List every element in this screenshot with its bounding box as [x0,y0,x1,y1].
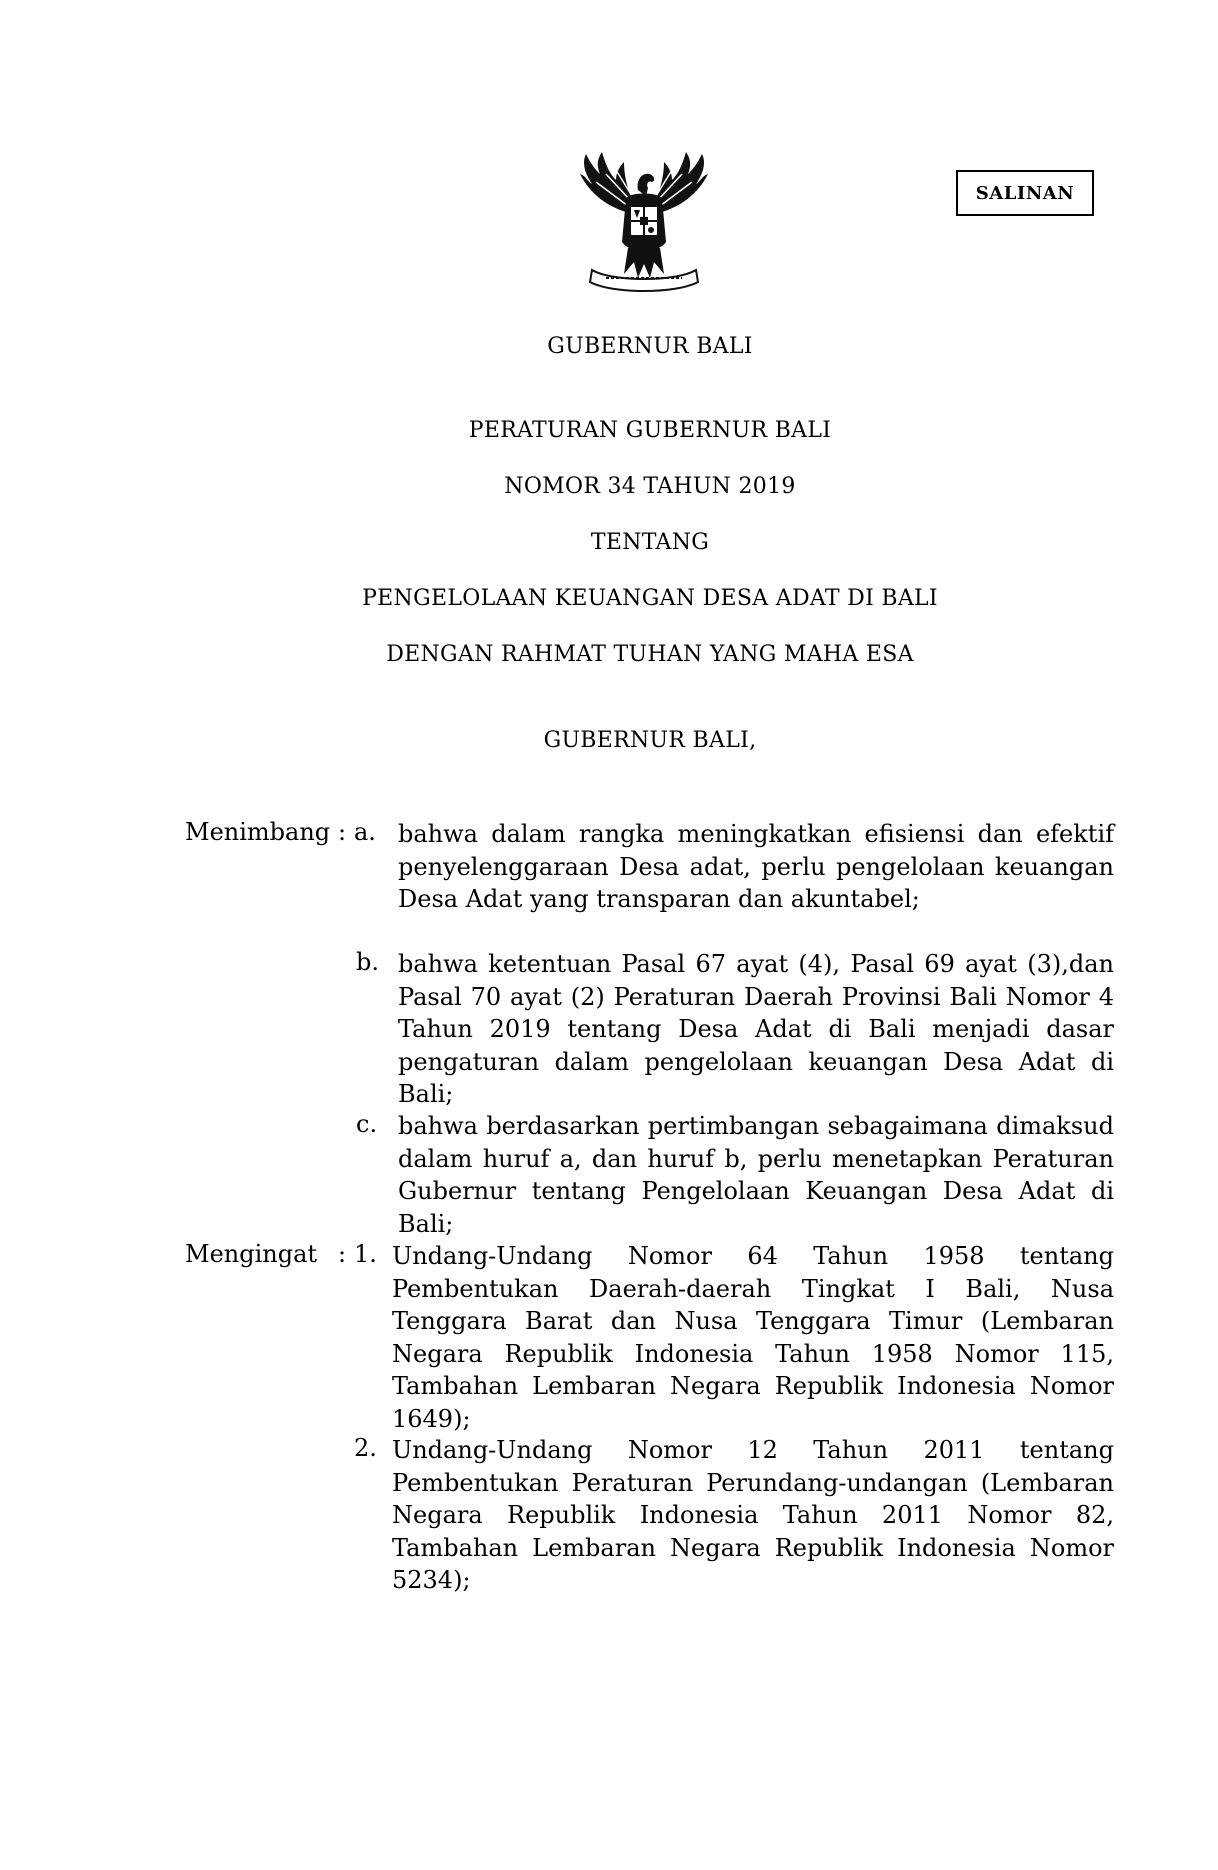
menimbang-colon: : [338,818,347,846]
preamble-invocation: DENGAN RAHMAT TUHAN YANG MAHA ESA [386,642,914,667]
menimbang-marker-b: b. [356,948,379,976]
mengingat-marker-2: 2. [354,1434,377,1462]
issuer-title: GUBERNUR BALI [547,334,753,359]
regulation-about: TENTANG [590,530,710,555]
menimbang-item-c: bahwa berdasarkan pertimbangan sebagaimana dimaksud dalam huruf a, dan huruf b, perlu menetapkan Peraturan Gubernur tentang Pengelolaan Keuangan Desa Adat di Bali; [398,1112,1114,1238]
mengingat-colon: : [338,1240,347,1268]
mengingat-marker-1: 1. [354,1240,377,1268]
menimbang-marker-c: c. [356,1110,378,1138]
salinan-stamp: SALINAN [956,170,1094,216]
menimbang-item-a: bahwa dalam rangka meningkatkan efisiensi dan efektif penyelenggaraan Desa adat, perlu pengelolaan keuangan Desa Adat yang transparan dan akuntabel; [398,820,1114,913]
mengingat-item-2: Undang-Undang Nomor 12 Tahun 2011 tentang Pembentukan Peraturan Perundang-undangan (Lembaran Negara Republik Indonesia Tahun 2011 Nomor 82, Tambahan Lembaran Negara Republik Indonesia Nomor 5234); [392,1436,1114,1594]
governor-heading: GUBERNUR BALI, [543,728,757,753]
regulation-title: PERATURAN GUBERNUR BALI [468,418,832,443]
garuda-pancasila-emblem-icon [562,152,726,300]
menimbang-item-b: bahwa ketentuan Pasal 67 ayat (4), Pasal 69 ayat (3),dan Pasal 70 ayat (2) Peraturan Daerah Provinsi Bali Nomor 4 Tahun 2019 tentang Desa Adat di Bali menjadi dasar pengaturan dalam pengelolaan keuangan Desa Adat di Bali; [398,950,1114,1108]
menimbang-label: Menimbang [185,818,331,846]
regulation-subject: PENGELOLAAN KEUANGAN DESA ADAT DI BALI [362,586,938,611]
regulation-number: NOMOR 34 TAHUN 2019 [504,474,796,499]
mengingat-item-1: Undang-Undang Nomor 64 Tahun 1958 tentang Pembentukan Daerah-daerah Tingkat I Bali, Nusa Tenggara Barat dan Nusa Tenggara Timur (Lembaran Negara Republik Indonesia Tahun 1958 Nomor 115, Tambahan Lembaran Negara Republik Indonesia Nomor 1649); [392,1242,1114,1433]
mengingat-label: Mengingat [185,1240,318,1268]
menimbang-marker-a: a. [354,818,376,846]
